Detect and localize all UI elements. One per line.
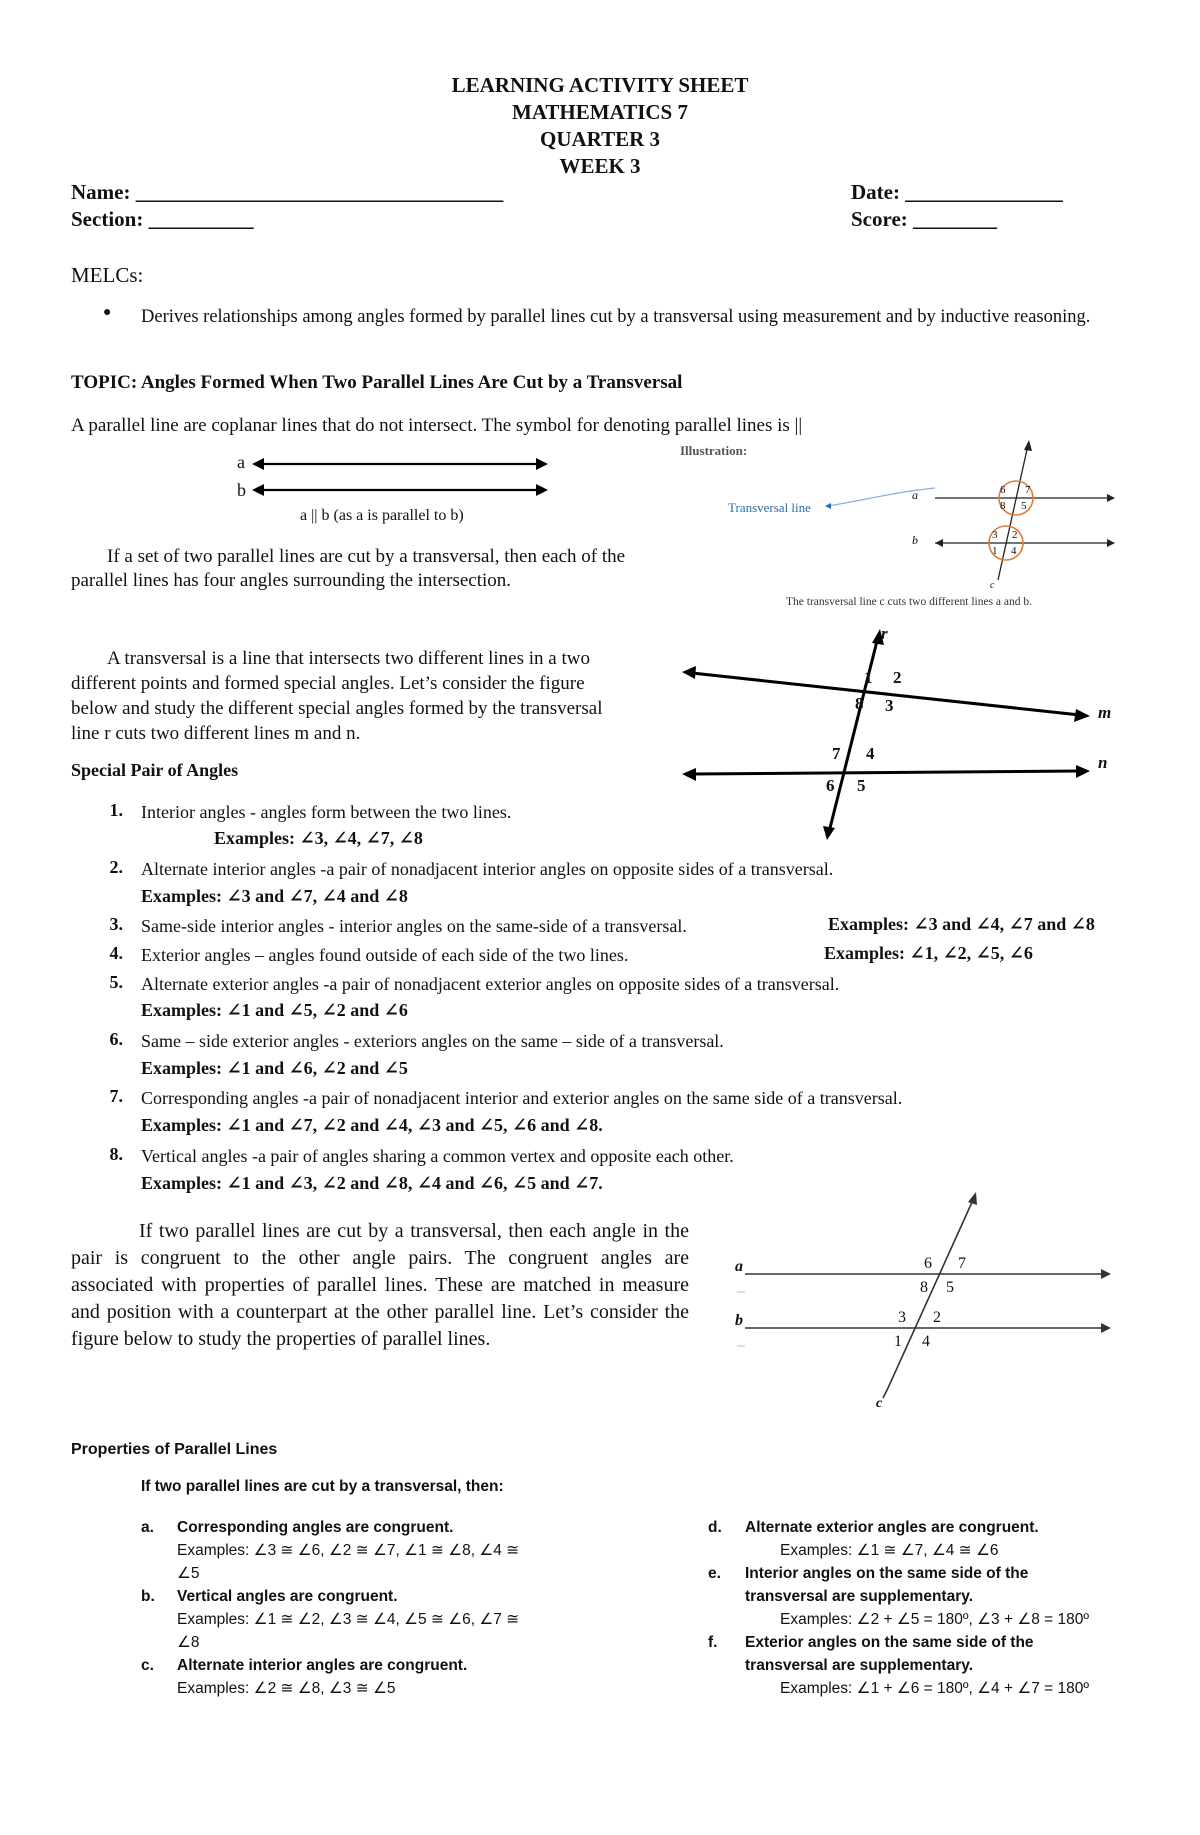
pair-interior-examples: Examples: ∠3, ∠4, ∠7, ∠8 [214, 828, 423, 848]
section-field[interactable]: Section: __________ [71, 207, 254, 231]
property-vertical-title: Vertical angles are congruent. [177, 1588, 398, 1605]
melcs-text: Derives relationships among angles formed by parallel lines cut by a transversal using measurement and by inductive reasoning. [141, 307, 1091, 327]
abc-angle-8: 8 [920, 1279, 928, 1296]
property-vertical-examples: Examples: ∠1 ≅ ∠2, ∠3 ≅ ∠4, ∠5 ≅ ∠6, ∠7 ≅ [177, 1611, 520, 1628]
pair-vertical-examples: Examples: ∠1 and ∠3, ∠2 and ∠8, ∠4 and ∠6, ∠5 and ∠7. [141, 1173, 603, 1193]
property-letter: f. [708, 1634, 718, 1651]
properties-intro: If two parallel lines are cut by a transversal, then: [141, 1478, 504, 1495]
rmn-angle-4: 4 [866, 744, 875, 763]
name-field[interactable]: Name: ___________________________________ [71, 180, 504, 204]
illus-label-b: b [912, 533, 918, 547]
pair-alt-interior-examples: Examples: ∠3 and ∠7, ∠4 and ∠8 [141, 886, 408, 906]
pair-number: 5. [109, 972, 123, 992]
pair-number: 2. [109, 857, 123, 877]
pair-number: 7. [109, 1086, 123, 1106]
pair-exterior-examples: Examples: ∠1, ∠2, ∠5, ∠6 [824, 943, 1033, 963]
rmn-angle-5: 5 [857, 776, 866, 795]
abc-label-a: a [735, 1258, 743, 1275]
illus-angle-4: 4 [1011, 545, 1017, 557]
property-exterior-same-side-examples: Examples: ∠1 + ∠6 = 180º, ∠4 + ∠7 = 180º [780, 1680, 1090, 1697]
rmn-angle-6: 6 [826, 776, 835, 795]
property-letter: c. [141, 1657, 154, 1674]
property-letter: e. [708, 1565, 721, 1582]
property-corresponding-examples: Examples: ∠3 ≅ ∠6, ∠2 ≅ ∠7, ∠1 ≅ ∠8, ∠4 ≅ [177, 1542, 520, 1559]
abc-angle-3: 3 [898, 1309, 906, 1326]
pair-number: 4. [109, 943, 123, 963]
rmn-angle-2: 2 [893, 668, 902, 687]
property-letter: a. [141, 1519, 154, 1536]
week-title: WEEK 3 [559, 154, 641, 178]
pair-same-side-exterior-examples: Examples: ∠1 and ∠6, ∠2 and ∠5 [141, 1058, 408, 1078]
rmn-angle-7: 7 [832, 744, 841, 763]
property-corresponding-examples-cont: ∠5 [177, 1565, 200, 1582]
parallel-definition: A parallel line are coplanar lines that do not intersect. The symbol for denoting parallel lines is || [71, 415, 803, 436]
property-alt-interior-examples: Examples: ∠2 ≅ ∠8, ∠3 ≅ ∠5 [177, 1680, 396, 1697]
property-letter: b. [141, 1588, 155, 1605]
fig-ab-label-a: a [237, 452, 245, 472]
pair-interior-text: Interior angles - angles form between the two lines. [141, 802, 512, 822]
rmn-angle-8: 8 [855, 694, 864, 713]
bullet-icon: ● [103, 305, 112, 320]
property-alt-exterior-examples: Examples: ∠1 ≅ ∠7, ∠4 ≅ ∠6 [780, 1542, 999, 1559]
abc-angle-1: 1 [894, 1333, 902, 1350]
pair-alt-interior-text: Alternate interior angles -a pair of nonadjacent interior angles on opposite sides of a transversal. [141, 859, 834, 879]
property-exterior-same-side-title-cont: transversal are supplementary. [745, 1657, 974, 1674]
topic-title: TOPIC: Angles Formed When Two Parallel Lines Are Cut by a Transversal [71, 372, 683, 393]
pair-same-side-interior-text: Same-side interior angles - interior angles on the same-side of a transversal. [141, 916, 687, 936]
rmn-label-m: m [1098, 703, 1112, 722]
abc-angle-6: 6 [924, 1255, 932, 1272]
illus-angle-6: 6 [1000, 484, 1006, 496]
illus-angle-2: 2 [1012, 529, 1018, 541]
abc-angle-4: 4 [922, 1333, 930, 1350]
illus-angle-1: 1 [992, 545, 998, 557]
property-alt-interior-title: Alternate interior angles are congruent. [177, 1657, 468, 1674]
property-exterior-same-side-title: Exterior angles on the same side of the [745, 1634, 1034, 1651]
quarter-title: QUARTER 3 [539, 127, 661, 151]
illus-angle-7: 7 [1025, 484, 1031, 496]
pair-vertical-text: Vertical angles -a pair of angles sharing a common vertex and opposite each other. [141, 1146, 734, 1166]
illus-angle-5: 5 [1021, 500, 1027, 512]
pair-number: 3. [109, 914, 123, 934]
rmn-label-r: r [881, 624, 888, 643]
transversal-label: Transversal line [728, 500, 811, 515]
property-letter: d. [708, 1519, 722, 1536]
pair-same-side-exterior-text: Same – side exterior angles - exteriors angles on the same – side of a transversal. [141, 1031, 724, 1051]
sheet-title: LEARNING ACTIVITY SHEET [451, 73, 749, 97]
fig-ab-caption: a || b (as a is parallel to b) [300, 507, 464, 524]
illus-angle-8: 8 [1000, 500, 1006, 512]
four-angles-paragraph: If a set of two parallel lines are cut by a transversal, then each of the parallel lines has four angles surrounding the intersection. [71, 546, 626, 591]
property-corresponding-title: Corresponding angles are congruent. [177, 1519, 454, 1536]
property-interior-same-side-title: Interior angles on the same side of the [745, 1565, 1029, 1582]
abc-angle-5: 5 [946, 1279, 954, 1296]
score-field[interactable]: Score: ________ [851, 207, 998, 231]
transversal-paragraph: A transversal is a line that intersects two different lines in a two different points and formed special angles. Let’s consider the figure below and study the different special angles formed by the transversal line r cuts two different lines m and n. [71, 648, 603, 744]
pair-same-side-interior-examples: Examples: ∠3 and ∠4, ∠7 and ∠8 [828, 914, 1095, 934]
abc-label-b: b [735, 1312, 743, 1329]
pair-alt-exterior-text: Alternate exterior angles -a pair of nonadjacent exterior angles on opposite sides of a transversal. [141, 974, 840, 994]
fig-ab-label-b: b [237, 480, 246, 500]
transversal-abc-figure [725, 1190, 1115, 1415]
illustration-caption: The transversal line c cuts two different lines a and b. [786, 596, 1032, 608]
property-alt-exterior-title: Alternate exterior angles are congruent. [745, 1519, 1039, 1536]
rmn-angle-3: 3 [885, 696, 894, 715]
abc-angle-2: 2 [933, 1309, 941, 1326]
pair-corresponding-examples: Examples: ∠1 and ∠7, ∠2 and ∠4, ∠3 and ∠5, ∠6 and ∠8. [141, 1115, 603, 1135]
subject-title: MATHEMATICS 7 [512, 100, 688, 124]
illus-angle-3: 3 [992, 529, 998, 541]
property-vertical-examples-cont: ∠8 [177, 1634, 200, 1651]
pair-alt-exterior-examples: Examples: ∠1 and ∠5, ∠2 and ∠6 [141, 1000, 408, 1020]
pair-exterior-text: Exterior angles – angles found outside of each side of the two lines. [141, 945, 629, 965]
abc-label-c: c [876, 1396, 883, 1411]
congruent-paragraph: If two parallel lines are cut by a transversal, then each angle in the pair is congruent to the other angle pairs. The congruent angles are associated with properties of parallel lines. These are matched in measure and position with a counterpart at the other parallel line. Let’s consider the figure below to study the properties of parallel lines. [71, 1220, 689, 1350]
rmn-angle-1: 1 [864, 668, 873, 687]
pair-number: 1. [109, 800, 123, 820]
rmn-label-n: n [1098, 753, 1108, 772]
pair-corresponding-text: Corresponding angles -a pair of nonadjacent interior and exterior angles on the same side of a transversal. [141, 1088, 903, 1108]
illus-label-a: a [912, 488, 918, 502]
date-field[interactable]: Date: _______________ [851, 180, 1063, 204]
transversal-rmn-figure [680, 625, 1120, 850]
property-interior-same-side-title-cont: transversal are supplementary. [745, 1588, 974, 1605]
melcs-heading: MELCs: [71, 263, 144, 287]
illus-label-c: c [990, 580, 995, 591]
illustration-title: Illustration: [680, 443, 748, 458]
illustration-figure [825, 440, 1115, 600]
pair-number: 8. [109, 1144, 123, 1164]
property-interior-same-side-examples: Examples: ∠2 + ∠5 = 180º, ∠3 + ∠8 = 180º [780, 1611, 1090, 1628]
abc-angle-7: 7 [958, 1255, 966, 1272]
special-pairs-heading: Special Pair of Angles [71, 760, 239, 780]
properties-heading: Properties of Parallel Lines [71, 1441, 278, 1458]
parallel-lines-figure [250, 452, 550, 502]
pair-number: 6. [109, 1029, 123, 1049]
